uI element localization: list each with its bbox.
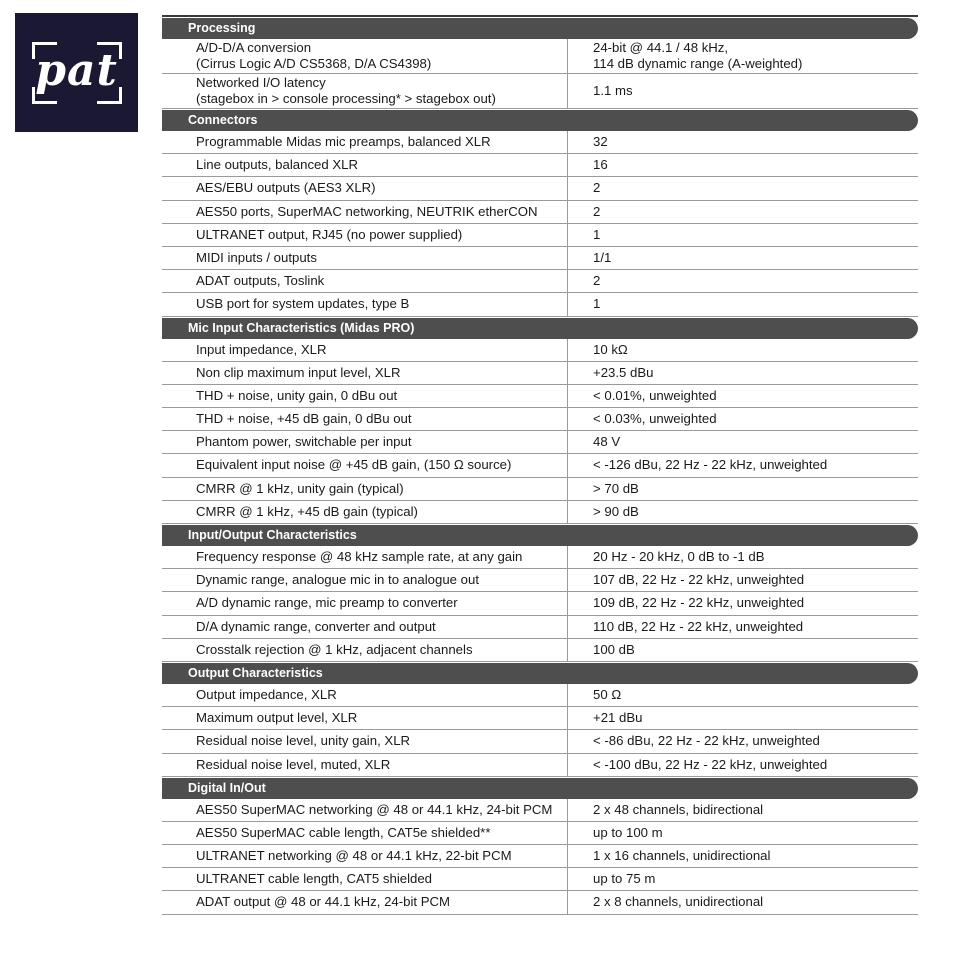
table-row: [162, 201, 918, 224]
spec-value: 107 dB, 22 Hz - 22 kHz, unweighted: [593, 572, 805, 588]
spec-label: [162, 74, 568, 108]
spec-label: ADAT outputs, Toslink: [162, 270, 568, 292]
spec-label: AES50 SuperMAC networking @ 48 or 44.1 kHz, 24-bit PCM: [162, 799, 568, 821]
spec-value: up to 75 m: [593, 871, 656, 887]
spec-label: CMRR @ 1 kHz, unity gain (typical): [162, 478, 568, 500]
spec-value: < -126 dBu, 22 Hz - 22 kHz, unweighted: [593, 457, 828, 473]
spec-value: 2: [593, 180, 601, 196]
spec-value: 2 x 48 channels, bidirectional: [593, 801, 764, 817]
table-row: [162, 247, 918, 270]
spec-value-line: 114 dB dynamic range (A-weighted): [593, 55, 803, 71]
spec-value: +21 dBu: [593, 710, 643, 726]
spec-label: Programmable Midas mic preamps, balanced XLR: [162, 131, 568, 153]
spec-value: 2: [593, 273, 601, 289]
spec-label: [162, 39, 568, 73]
section-header-connectors: Connectors: [162, 110, 918, 131]
spec-label: AES50 ports, SuperMAC networking, NEUTRIK etherCON: [162, 201, 568, 223]
section-header-processing: Processing: [162, 18, 918, 39]
table-row: [162, 39, 918, 74]
spec-label: Dynamic range, analogue mic in to analogue out: [162, 569, 568, 591]
spec-label: USB port for system updates, type B: [162, 293, 568, 315]
spec-value-line: 24-bit @ 44.1 / 48 kHz,: [593, 40, 729, 55]
table-row: [162, 270, 918, 293]
spec-value: 2: [593, 203, 601, 219]
spec-value: 1: [593, 226, 601, 242]
spec-label: Input impedance, XLR: [162, 339, 568, 361]
spec-label-line: Networked I/O latency: [196, 75, 326, 90]
table-row: [162, 501, 918, 524]
spec-label: A/D dynamic range, mic preamp to converter: [162, 592, 568, 614]
spec-value: 20 Hz - 20 kHz, 0 dB to -1 dB: [593, 549, 765, 564]
table-row: [162, 362, 918, 385]
logo-text: pat: [35, 44, 118, 96]
spec-label: Phantom power, switchable per input: [162, 431, 568, 453]
table-row: [162, 799, 918, 822]
spec-value: < -100 dBu, 22 Hz - 22 kHz, unweighted: [593, 756, 828, 772]
spec-label: AES50 SuperMAC cable length, CAT5e shielded**: [162, 822, 568, 844]
table-row: [162, 154, 918, 177]
table-row: [162, 639, 918, 662]
table-row: [162, 754, 918, 777]
spec-label: CMRR @ 1 kHz, +45 dB gain (typical): [162, 501, 568, 523]
spec-label: Equivalent input noise @ +45 dB gain, (150 Ω source): [162, 454, 568, 476]
table-top-rule: [162, 15, 918, 17]
spec-value: < -86 dBu, 22 Hz - 22 kHz, unweighted: [593, 733, 820, 749]
spec-label: Residual noise level, unity gain, XLR: [162, 730, 568, 752]
spec-value: < 0.01%, unweighted: [593, 387, 717, 403]
spec-label-line: A/D-D/A conversion: [196, 40, 312, 55]
spec-label: Maximum output level, XLR: [162, 707, 568, 729]
table-row: [162, 431, 918, 454]
spec-label: ULTRANET networking @ 48 or 44.1 kHz, 22-bit PCM: [162, 845, 568, 867]
spec-value: +23.5 dBu: [593, 364, 654, 380]
logo-frame: [32, 42, 122, 104]
spec-value: 100 dB: [593, 641, 635, 657]
table-row: [162, 569, 918, 592]
section-header-mic-input: Mic Input Characteristics (Midas PRO): [162, 318, 918, 339]
table-row: [162, 131, 918, 154]
spec-label: ULTRANET output, RJ45 (no power supplied): [162, 224, 568, 246]
spec-value: < 0.03%, unweighted: [593, 411, 717, 427]
spec-label: Residual noise level, muted, XLR: [162, 754, 568, 776]
spec-value: 10 kΩ: [593, 341, 628, 357]
spec-value: 32: [593, 134, 608, 149]
spec-value: 1: [593, 296, 601, 312]
spec-value: 109 dB, 22 Hz - 22 kHz, unweighted: [593, 595, 805, 611]
spec-value: [568, 39, 918, 73]
spec-label: THD + noise, unity gain, 0 dBu out: [162, 385, 568, 407]
spec-value: up to 100 m: [593, 824, 663, 840]
spec-label-line: (stagebox in > console processing* > stagebox out): [196, 90, 496, 106]
spec-value: [568, 74, 918, 108]
spec-label: ADAT output @ 48 or 44.1 kHz, 24-bit PCM: [162, 891, 568, 913]
spec-label: D/A dynamic range, converter and output: [162, 616, 568, 638]
table-row: [162, 74, 918, 109]
section-header-digital-io: Digital In/Out: [162, 778, 918, 799]
spec-value: 48 V: [593, 434, 621, 450]
spec-value-line: 1.1 ms: [593, 83, 633, 99]
section-header-output: Output Characteristics: [162, 663, 918, 684]
spec-label: Crosstalk rejection @ 1 kHz, adjacent channels: [162, 639, 568, 661]
table-row: [162, 616, 918, 639]
spec-label: Output impedance, XLR: [162, 684, 568, 706]
spec-label: Frequency response @ 48 kHz sample rate, at any gain: [162, 546, 568, 568]
table-row: [162, 868, 918, 891]
spec-value: > 70 dB: [593, 480, 639, 496]
table-row: [162, 478, 918, 501]
spec-table: [162, 15, 918, 915]
table-row: [162, 408, 918, 431]
section-header-input-output: Input/Output Characteristics: [162, 525, 918, 546]
spec-value: 50 Ω: [593, 686, 622, 702]
table-row: [162, 224, 918, 247]
table-row: [162, 592, 918, 615]
spec-value: 1 x 16 channels, unidirectional: [593, 848, 771, 864]
spec-label: THD + noise, +45 dB gain, 0 dBu out: [162, 408, 568, 430]
table-row: [162, 454, 918, 477]
table-row: [162, 546, 918, 569]
spec-label: Non clip maximum input level, XLR: [162, 362, 568, 384]
spec-value: 2 x 8 channels, unidirectional: [593, 894, 764, 910]
table-row: [162, 339, 918, 362]
table-row: [162, 684, 918, 707]
spec-value: 110 dB, 22 Hz - 22 kHz, unweighted: [593, 618, 804, 634]
table-row: [162, 385, 918, 408]
spec-label-line: (Cirrus Logic A/D CS5368, D/A CS4398): [196, 55, 432, 71]
table-row: [162, 822, 918, 845]
spec-label: AES/EBU outputs (AES3 XLR): [162, 177, 568, 199]
spec-value: 16: [593, 157, 608, 173]
spec-label: Line outputs, balanced XLR: [162, 154, 568, 176]
brand-logo: [15, 13, 138, 132]
table-row: [162, 845, 918, 868]
table-row: [162, 730, 918, 753]
spec-label: ULTRANET cable length, CAT5 shielded: [162, 868, 568, 890]
table-row: [162, 707, 918, 730]
table-row: [162, 293, 918, 316]
table-row: [162, 891, 918, 914]
spec-label: MIDI inputs / outputs: [162, 247, 568, 269]
spec-value: 1/1: [593, 249, 612, 265]
table-row: [162, 177, 918, 200]
spec-value: > 90 dB: [593, 503, 639, 519]
